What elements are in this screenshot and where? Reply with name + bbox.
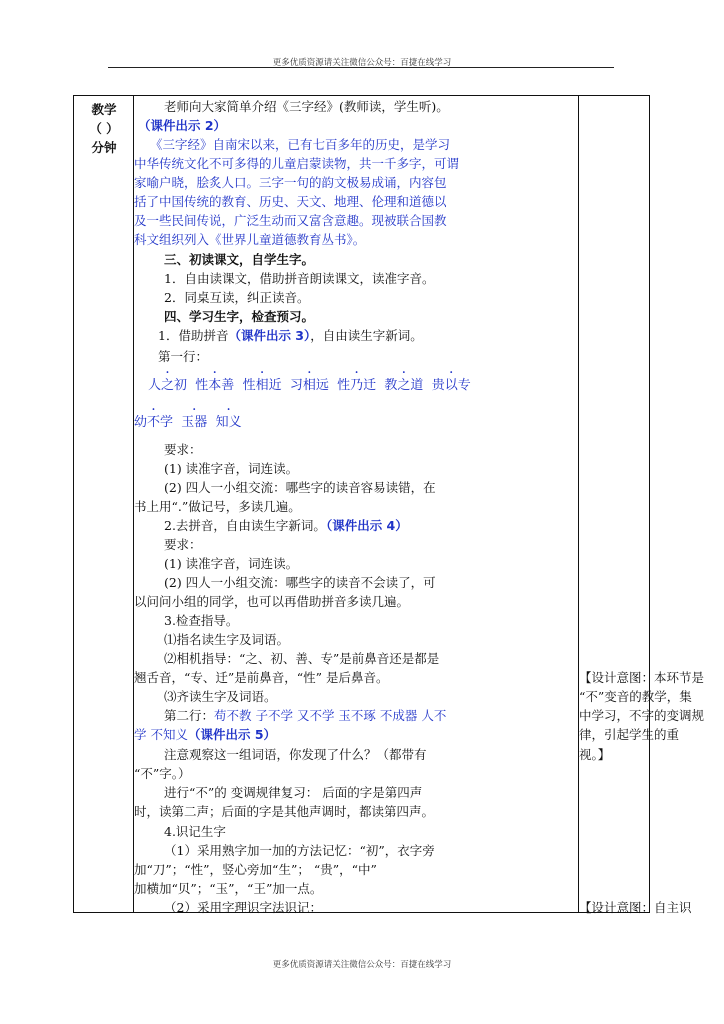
req-1-item-2: (2) 四人一小组交流：哪些字的读音容易读错，在 <box>164 480 436 495</box>
tone-rule: 进行“不”的 变调规律复习： 后面的字是第四声 <box>164 785 423 800</box>
step-2 <box>164 518 408 534</box>
req-2-item-2-cont: 以问问小组的同学，也可以再借助拼音多读几遍。 <box>134 594 410 609</box>
intro-line: 老师向大家简单介绍《三字经》(教师读，学生听)。 <box>164 99 449 114</box>
row-2-label: 第二行： <box>164 708 215 723</box>
req-1-item-1: (1) 读准字音，词连读。 <box>164 461 299 476</box>
word: 知义 <box>215 415 242 430</box>
label-minutes-blank: （ ） <box>89 121 119 136</box>
row-1-label: 第一行： <box>158 349 209 364</box>
design-note-line: 律，引起学生的重 <box>579 727 680 742</box>
content-column <box>134 96 579 915</box>
word-row-1 <box>148 378 471 394</box>
label-minutes: 分钟 <box>91 140 117 155</box>
courseware-tag-4: （课件出示 4） <box>325 518 408 533</box>
courseware-tag-2: （课件出示 2） <box>138 118 227 133</box>
row-2-words-cont: 学 不知义 <box>134 727 188 742</box>
lesson-table <box>73 95 705 915</box>
memorize-1-cont: 加“刀”；“性”，竖心旁加“生”； “贵”，“中” <box>134 862 377 877</box>
row-2-words: 苟不教 子不学 又不学 玉不琢 不成器 人不 <box>214 708 447 723</box>
design-note-2: 【设计意图：自主识 <box>579 900 692 915</box>
page-footer: 更多优质资源请关注微信公众号：百捷在线学习 <box>272 960 452 970</box>
pinyin-read-text: 1．借助拼音 <box>158 328 229 343</box>
design-note-line: 【设计意图：本环节是 <box>579 670 705 685</box>
word: 贵以专 <box>431 378 471 393</box>
word: 幼不学 <box>134 415 174 430</box>
tone-rule-cont: 时，读第二声；后面的字是其他声调时，都读第四声。 <box>134 804 435 819</box>
word: 人之初 <box>148 378 188 393</box>
word: 性相近 <box>242 378 282 393</box>
design-note-line: “不”变音的教学，集 <box>579 689 692 704</box>
intro-para-line: 中华传统文化不可多得的儿童启蒙读物，共一千多字，可谓 <box>134 156 460 171</box>
observe-line: 注意观察这一组词语，你发现了什么？（都带有 <box>164 747 427 762</box>
section-3-heading: 三、初读课文，自学生字。 <box>164 252 315 267</box>
memorize-1: （1）采用熟字加一加的方法记忆：“初”，衣字旁 <box>164 843 435 858</box>
page-header: 更多优质资源请关注微信公众号：百捷在线学习 <box>272 58 452 68</box>
word-row-2 <box>134 415 242 431</box>
step-4: 4.识记生字 <box>164 824 226 839</box>
check-1: ⑴指名读生字及词语。 <box>164 632 290 647</box>
word: 习相远 <box>289 378 329 393</box>
courseware-tag-5: （课件出示 5） <box>187 727 277 742</box>
check-3: ⑶齐读生字及词语。 <box>164 689 277 704</box>
intro-para-line: 《三字经》自南宋以来，已有七百多年的历史，是学习 <box>150 137 451 152</box>
design-note-line: 中学习，不字的变调规 <box>579 708 705 723</box>
section-3-item-2: 2．同桌互读，纠正读音。 <box>164 290 310 305</box>
design-note-line: 视。】 <box>579 747 611 762</box>
section-3-item-1: 1．自由读课文，借助拼音朗读课文，读准字音。 <box>164 271 435 286</box>
pinyin-read-text-end: ，自由读生字新词。 <box>310 328 423 343</box>
intro-para-line: 括了中国传统的教育、历史、天文、地理、伦理和道德以 <box>134 194 447 209</box>
word: 教之道 <box>384 378 424 393</box>
section-4-heading: 四、学习生字，检查预习。 <box>164 309 315 324</box>
word: 性乃迁 <box>337 378 377 393</box>
step-3: 3.检查指导。 <box>164 613 239 628</box>
step-2-text: 2.去拼音，自由读生字新词。 <box>164 518 326 533</box>
req-2-item-1: (1) 读准字音，词连读。 <box>164 556 299 571</box>
word: 性本善 <box>195 378 235 393</box>
time-column <box>74 96 134 912</box>
courseware-tag-3: （课件出示 3） <box>228 328 311 343</box>
check-2: ⑵相机指导：“之、初、善、专”是前鼻音还是都是 <box>164 651 440 666</box>
requirements-label-2: 要求： <box>164 537 202 552</box>
intro-para-line: 科文组织列入《世界儿童道德教育丛书》。 <box>134 232 366 247</box>
requirements-label-1: 要求： <box>164 442 202 457</box>
design-notes-column <box>579 96 705 915</box>
section-4-item-1 <box>158 328 423 344</box>
req-2-item-2: (2) 四人一小组交流：哪些字的读音不会读了，可 <box>164 575 436 590</box>
memorize-1-cont2: 加横加“贝”；“玉”，“王”加一点。 <box>134 881 323 896</box>
intro-para-line: 家喻户晓，脍炙人口。三字一句的韵文极易成诵，内容包 <box>134 175 447 190</box>
header-rule <box>108 67 614 68</box>
row-2-cont <box>134 727 276 743</box>
intro-para-line: 及一些民间传说，广泛生动而又富含意趣。现被联合国教 <box>134 213 447 228</box>
label-teaching: 教学 <box>91 102 117 117</box>
row-2 <box>164 708 446 724</box>
observe-line-cont: “不”字。） <box>134 766 191 781</box>
word: 玉器 <box>181 415 208 430</box>
check-2-cont: 翘舌音，“专、迁”是前鼻音，“性” 是后鼻音。 <box>134 670 389 685</box>
req-1-item-2-cont: 书上用“.”做记号，多读几遍。 <box>134 499 301 514</box>
memorize-2: （2）采用字理识字法识记： <box>164 900 322 915</box>
